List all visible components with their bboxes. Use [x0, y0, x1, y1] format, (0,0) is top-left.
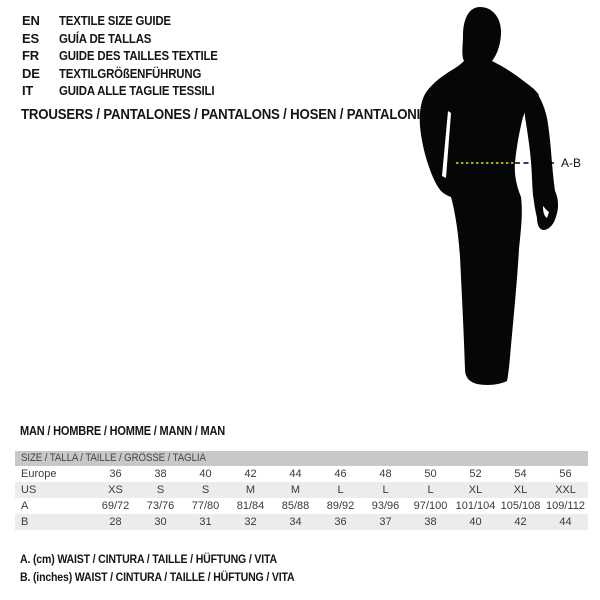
size-cell: 31	[199, 516, 212, 528]
size-cell: L	[427, 484, 434, 496]
table-row-europe	[15, 466, 588, 482]
size-cell: 28	[109, 516, 122, 528]
silhouette-body	[420, 7, 539, 385]
size-cell: 89/92	[326, 500, 355, 512]
size-cell: 48	[379, 468, 392, 480]
man-silhouette-figure	[390, 0, 600, 400]
size-cell: L	[337, 484, 344, 496]
size-cell: 40	[469, 516, 482, 528]
size-cell: 38	[424, 516, 437, 528]
size-cell: 34	[289, 516, 302, 528]
size-cell: XL	[468, 484, 483, 496]
silhouette-arm	[525, 88, 558, 230]
size-cell: XXL	[555, 484, 576, 496]
language-label: TEXTILGRÖßENFÜHRUNG	[59, 65, 202, 81]
legend-line-a: A. (cm) WAIST / CINTURA / TAILLE / HÜFTUNG / VITA	[20, 552, 277, 566]
size-cell: 105/108	[500, 500, 541, 512]
size-cell: 81/84	[236, 500, 265, 512]
size-cell: 93/96	[371, 500, 400, 512]
size-cell: S	[156, 484, 165, 496]
measurement-legend	[20, 550, 332, 586]
language-code: DE	[22, 65, 40, 81]
size-cell: 44	[289, 468, 302, 480]
language-code: ES	[22, 30, 39, 46]
size-cell: 42	[514, 516, 527, 528]
category-title: TROUSERS / PANTALONES / PANTALONS / HOSEN / PANTALONI	[21, 106, 421, 123]
size-cell: 85/88	[281, 500, 310, 512]
size-cell: 44	[559, 516, 572, 528]
language-label: GUÍA DE TALLAS	[59, 30, 152, 46]
size-cell: 109/112	[546, 500, 585, 512]
row-label: B	[21, 516, 29, 528]
size-cell: 38	[154, 468, 167, 480]
size-cell: 46	[334, 468, 347, 480]
size-cell: 77/80	[191, 500, 220, 512]
language-row-fr	[22, 47, 239, 65]
size-cell: 50	[424, 468, 437, 480]
size-cell: L	[382, 484, 389, 496]
size-cell: XS	[108, 484, 123, 496]
language-row-de	[22, 65, 239, 83]
row-label: US	[21, 484, 37, 496]
size-cell: 42	[244, 468, 257, 480]
size-cell: XL	[513, 484, 528, 496]
size-cell: 54	[514, 468, 527, 480]
legend-line-b: B. (inches) WAIST / CINTURA / TAILLE / HÜFTUNG / VITA	[20, 570, 295, 584]
language-code: FR	[22, 48, 39, 63]
size-cell: M	[290, 484, 301, 496]
row-label: Europe	[21, 468, 57, 480]
size-cell: S	[201, 484, 210, 496]
size-cell: 37	[379, 516, 392, 528]
size-table	[15, 451, 588, 530]
size-cell: 73/76	[146, 500, 175, 512]
language-code: IT	[22, 83, 34, 98]
size-cell: 30	[154, 516, 167, 528]
language-label: TEXTILE SIZE GUIDE	[59, 13, 171, 28]
man-silhouette	[390, 0, 600, 400]
marker-label: A-B	[561, 156, 582, 170]
language-row-en	[22, 12, 239, 30]
size-cell: 32	[244, 516, 257, 528]
table-row-b	[15, 514, 588, 530]
table-row-us	[15, 482, 588, 498]
section-title-man: MAN / HOMBRE / HOMME / MANN / MAN	[20, 424, 226, 438]
language-label: GUIDE DES TAILLES TEXTILE	[59, 48, 218, 63]
size-cell: 69/72	[101, 500, 130, 512]
row-label: A	[21, 500, 29, 512]
size-cell: 36	[109, 468, 122, 480]
size-cell: 52	[469, 468, 482, 480]
size-cell: 40	[199, 468, 212, 480]
language-row-es	[22, 30, 239, 48]
table-row-a	[15, 498, 588, 514]
language-code: EN	[22, 13, 40, 28]
size-cell: M	[245, 484, 256, 496]
size-cell: 56	[559, 468, 572, 480]
language-row-it	[22, 82, 239, 100]
size-table-header: SIZE / TALLA / TAILLE / GRÖSSE / TAGLIA	[15, 451, 588, 466]
size-cell: 97/100	[413, 500, 448, 512]
size-cell: 101/104	[455, 500, 496, 512]
language-list	[22, 12, 239, 100]
size-table-body	[15, 466, 588, 530]
size-cell: 36	[334, 516, 347, 528]
language-label: GUIDA ALLE TAGLIE TESSILI	[59, 83, 215, 98]
